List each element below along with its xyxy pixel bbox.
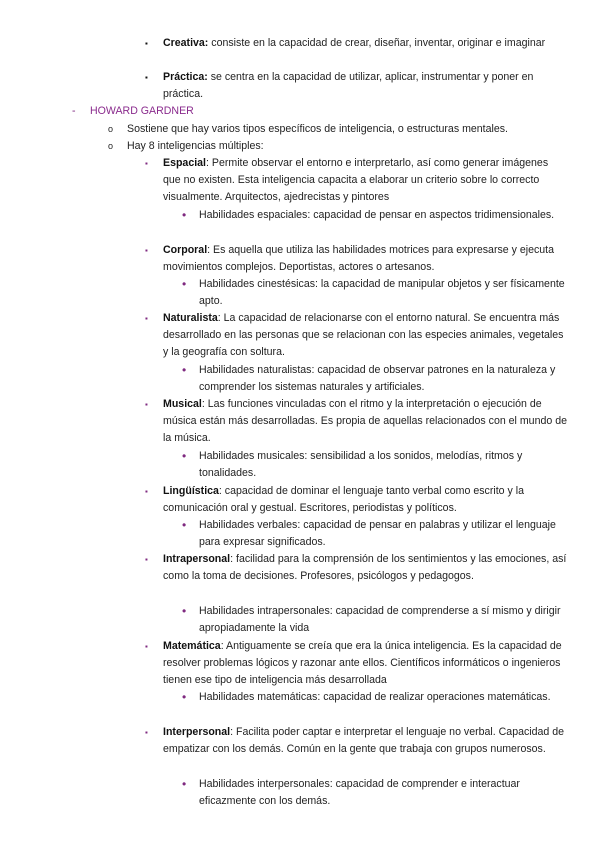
- definition: : Es aquella que utiliza las habilidades motrices para expresarse y ejecuta movimientos complejos. Deportistas, actores o artesanos.: [163, 244, 554, 274]
- round-bullet-icon: •: [182, 363, 187, 377]
- point-text: Hay 8 inteligencias múltiples:: [127, 140, 264, 152]
- circle-bullet-icon: o: [108, 124, 114, 134]
- square-bullet-icon: ▪: [145, 246, 148, 255]
- term: Interpersonal: [163, 726, 231, 738]
- definition: se centra en la capacidad de utilizar, aplicar, instrumentar y poner en práctica.: [163, 71, 534, 101]
- square-bullet-icon: ▪: [145, 159, 148, 168]
- definition: : Antiguamente se creía que era la única inteligencia. Es la capacidad de resolver problemas lógicos y razonar ante ellos. Científicos informáticos o ingenieros tienen ese tipo de inteligencia más desarrollada: [163, 640, 562, 687]
- round-bullet-icon: •: [182, 277, 187, 291]
- skill-text: Habilidades espaciales: capacidad de pensar en aspectos tridimensionales.: [199, 209, 555, 221]
- definition: : capacidad de dominar el lenguaje tanto verbal como escrito y la comunicación oral y gestual. Escritores, periodistas y políticos.: [163, 485, 524, 515]
- term: Espacial: [163, 157, 206, 169]
- round-bullet-icon: •: [182, 777, 187, 791]
- skill-text: Habilidades matemáticas: capacidad de realizar operaciones matemáticas.: [199, 691, 551, 703]
- skill-item: [182, 448, 569, 482]
- intelligence-item-intrapersonal: [145, 551, 568, 585]
- section-point: [108, 121, 567, 138]
- section-point: [108, 138, 567, 155]
- square-bullet-icon: ▪: [145, 728, 148, 737]
- skill-text: Habilidades interpersonales: capacidad de comprender e interactuar eficazmente con los demás.: [199, 778, 520, 808]
- square-bullet-icon: ▪: [145, 400, 148, 409]
- round-bullet-icon: •: [182, 208, 187, 222]
- circle-bullet-icon: o: [108, 141, 114, 151]
- definition: : Las funciones vinculadas con el ritmo y la interpretación o ejecución de música están más desarrolladas. Es propia de aquellas relacionados con el mundo de la música.: [163, 398, 567, 445]
- point-text: Sostiene que hay varios tipos específicos de inteligencia, o estructuras mentales.: [127, 123, 508, 135]
- intelligence-item-musical: [145, 396, 568, 448]
- term: Práctica:: [163, 71, 208, 83]
- intelligence-item-corporal: [145, 242, 568, 276]
- definition: : Permite observar el entorno e interpretarlo, así como generar imágenes que no existen. Esta inteligencia capacita a elaborar un criterio sobre lo correcto visualmente. Arquitectos, ajedrecistas y pintores: [163, 157, 549, 204]
- term: Lingüística: [163, 485, 219, 497]
- round-bullet-icon: •: [182, 518, 187, 532]
- intelligence-item-espacial: [145, 155, 568, 207]
- square-bullet-icon: ▪: [145, 39, 148, 48]
- intelligence-item-naturalista: [145, 310, 568, 362]
- skill-item: [182, 517, 569, 551]
- square-bullet-icon: ▪: [145, 487, 148, 496]
- skill-item: [182, 689, 569, 706]
- square-bullet-icon: ▪: [145, 314, 148, 323]
- definition: : facilidad para la comprensión de los sentimientos y las emociones, así como la toma de decisiones. Profesores, psicólogos y pedagogos.: [163, 553, 567, 583]
- skill-item: [182, 362, 569, 396]
- section-heading: [72, 103, 560, 120]
- square-bullet-icon: ▪: [145, 555, 148, 564]
- term: Intrapersonal: [163, 553, 231, 565]
- skill-item: [182, 776, 569, 810]
- skill-item: [182, 603, 569, 637]
- dash-bullet-icon: -: [72, 105, 76, 117]
- skill-text: Habilidades naturalistas: capacidad de observar patrones en la naturaleza y comprender los sistemas naturales y artificiales.: [199, 364, 556, 394]
- intelligence-item-linguistica: [145, 483, 568, 517]
- skill-item: [182, 207, 569, 224]
- definition: : Facilita poder captar e interpretar el lenguaje no verbal. Capacidad de empatizar con los demás. Común en la gente que trabaja con grupos numerosos.: [163, 726, 565, 756]
- term: Corporal: [163, 244, 208, 256]
- intelligence-item-matematica: [145, 638, 568, 690]
- term: Creativa:: [163, 37, 209, 49]
- term: Naturalista: [163, 312, 218, 324]
- intro-item-creativa: [145, 35, 568, 52]
- square-bullet-icon: ▪: [145, 73, 148, 82]
- intro-item-practica: [145, 69, 568, 103]
- skill-item: [182, 276, 569, 310]
- term: Musical: [163, 398, 202, 410]
- skill-text: Habilidades intrapersonales: capacidad de comprenderse a sí mismo y dirigir apropiadamente la vida: [199, 605, 561, 635]
- skill-text: Habilidades musicales: sensibilidad a los sonidos, melodías, ritmos y tonalidades.: [199, 450, 523, 480]
- definition: consiste en la capacidad de crear, diseñar, inventar, originar e imaginar: [208, 37, 546, 49]
- round-bullet-icon: •: [182, 604, 187, 618]
- skill-text: Habilidades cinestésicas: la capacidad de manipular objetos y ser físicamente apto.: [199, 278, 565, 308]
- intelligence-item-interpersonal: [145, 724, 568, 758]
- square-bullet-icon: ▪: [145, 642, 148, 651]
- term: Matemática: [163, 640, 221, 652]
- heading-text: HOWARD GARDNER: [90, 105, 194, 117]
- round-bullet-icon: •: [182, 449, 187, 463]
- skill-text: Habilidades verbales: capacidad de pensar en palabras y utilizar el lenguaje para expresar significados.: [199, 519, 556, 549]
- definition: : La capacidad de relacionarse con el entorno natural. Se encuentra más desarrollado en las personas que se relacionan con las especies animales, vegetales y la geografía con soltura.: [163, 312, 564, 359]
- round-bullet-icon: •: [182, 690, 187, 704]
